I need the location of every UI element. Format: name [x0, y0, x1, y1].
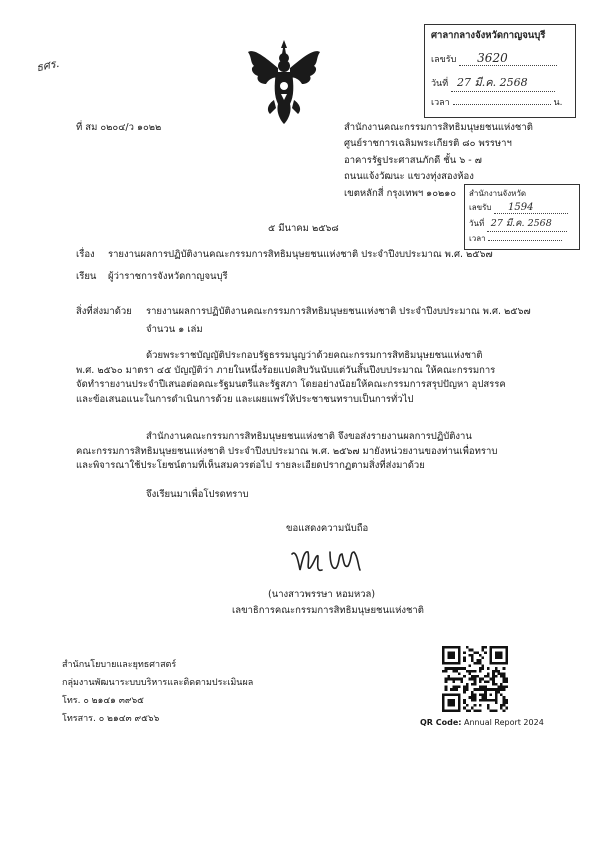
address-line: อาคารรัฐประศาสนภักดี ชั้น ๖ - ๗ [344, 154, 482, 166]
paragraph-line: สำนักงานคณะกรรมการสิทธิมนุษยชนแห่งชาติ จึงขอส่งรายงานผลการปฏิบัติงาน [146, 431, 472, 442]
regards-text: ขอแสดงความนับถือ [286, 523, 369, 534]
sender-address [344, 121, 533, 201]
footer-line: กลุ่มงานพัฒนาระบบบริหารและติดตามประเมินผล [62, 678, 254, 688]
stamp-receive-value: 3620 [459, 51, 557, 66]
stamp-date-value: 27 มี.ค. 2568 [451, 73, 555, 92]
stamp2-time-blank [488, 240, 562, 241]
handwritten-signature [288, 540, 366, 580]
body-paragraph-2 [76, 430, 536, 474]
stamp2-receive-row [469, 201, 568, 214]
paragraph-line: ด้วยพระราชบัญญัติประกอบรัฐธรรมนูญว่าด้วยคณะกรรมการสิทธิมนุษยชนแห่งชาติ [146, 350, 483, 361]
enclosure-label: สิ่งที่ส่งมาด้วย [76, 306, 132, 317]
document-number: ที่ สม ๐๒๐๔/ว ๑๐๒๒ [76, 122, 162, 133]
stamp-date-row [431, 73, 555, 92]
qr-caption-label: QR Code: [420, 718, 462, 727]
qr-caption-text: Annual Report 2024 [464, 718, 544, 727]
stamp2-date-label: วันที่ [469, 219, 485, 228]
received-stamp-provincial-hall [424, 24, 576, 118]
stamp2-receive-value: 1594 [494, 202, 568, 214]
signer-title: เลขาธิการคณะกรรมการสิทธิมนุษยชนแห่งชาติ [232, 605, 424, 616]
address-line: สำนักงานคณะกรรมการสิทธิมนุษยชนแห่งชาติ [344, 122, 533, 133]
stamp-time-row [431, 95, 562, 109]
footer-line: โทร. ๐ ๒๑๔๑ ๓๙๖๕ [62, 696, 144, 706]
document-date: ๕ มีนาคม ๒๕๖๘ [268, 223, 339, 234]
stamp-time-suffix: น. [553, 98, 563, 108]
stamp-time-blank [453, 104, 551, 105]
paragraph-line: คณะกรรมการสิทธิมนุษยชนแห่งชาติ ประจำปีงบประมาณ พ.ศ. ๒๕๖๗ มายังหน่วยงานของท่านเพื่อทราบ [76, 445, 498, 457]
stamp2-receive-label: เลขรับ [469, 203, 492, 212]
stamp2-time-row [469, 232, 562, 245]
enclosure-text: รายงานผลการปฏิบัติงานคณะกรรมการสิทธิมนุษยชนแห่งชาติ ประจำปีงบประมาณ พ.ศ. ๒๕๖๗ [146, 306, 531, 317]
subject-text: รายงานผลการปฏิบัติงานคณะกรรมการสิทธิมนุษยชนแห่งชาติ ประจำปีงบประมาณ พ.ศ. ๒๕๖๗ [108, 249, 493, 260]
address-line: ศูนย์ราชการเฉลิมพระเกียรติ ๘๐ พรรษาฯ [344, 138, 512, 150]
stamp2-time-label: เวลา [469, 234, 486, 243]
paragraph-line: และพิจารณาใช้ประโยชน์ตามที่เห็นสมควรต่อไป รายละเอียดปรากฏตามสิ่งที่ส่งมาด้วย [76, 460, 425, 472]
body-paragraph-1 [76, 349, 536, 407]
stamp-title: ศาลากลางจังหวัดกาญจนบุรี [431, 30, 546, 41]
subject-label: เรื่อง [76, 249, 95, 260]
footer-line: โทรสาร. ๐ ๒๑๔๓ ๙๕๖๖ [62, 714, 160, 724]
recipient-text: ผู้ว่าราชการจังหวัดกาญจนบุรี [108, 271, 228, 282]
stamp2-date-value: 27 มี.ค. 2568 [487, 216, 567, 232]
garuda-emblem-icon [244, 38, 324, 126]
paragraph-line: และข้อเสนอแนะในการดำเนินการด้วย และเผยแพร่ให้ประชาชนทราบเป็นการทั่วไป [76, 393, 414, 405]
stamp-receive-row [431, 51, 557, 66]
stamp2-date-row [469, 216, 567, 232]
enclosure-quantity: จำนวน ๑ เล่ม [146, 324, 203, 335]
signer-name: (นางสาวพรรษา หอมหวล) [268, 589, 376, 600]
recipient-label: เรียน [76, 271, 97, 282]
contact-footer [62, 658, 253, 726]
stamp-date-label: วันที่ [431, 79, 449, 89]
qr-caption [420, 716, 544, 730]
address-line: เขตหลักสี่ กรุงเทพฯ ๑๐๒๑๐ [344, 187, 457, 199]
footer-line: สำนักนโยบายและยุทธศาสตร์ [62, 660, 177, 670]
stamp-time-label: เวลา [431, 98, 450, 108]
stamp2-title: สำนักงานจังหวัด [469, 189, 527, 198]
paragraph-line: พ.ศ. ๒๕๖๐ มาตรา ๔๕ บัญญัติว่า ภายในหนึ่งร้อยแปดสิบวันนับแต่วันสิ้นปีงบประมาณ ให้คณะกรรมการ [76, 364, 496, 376]
address-line: ถนนแจ้งวัฒนะ แขวงทุ่งสองห้อง [344, 171, 474, 183]
stamp-receive-label: เลขรับ [431, 55, 457, 65]
closing-text: จึงเรียนมาเพื่อโปรดทราบ [146, 489, 249, 500]
paragraph-line: จัดทำรายงานประจำปีเสนอต่อคณะรัฐมนตรีและรัฐสภา โดยอย่างน้อยให้คณะกรรมการสรุปปัญหา อุปสรรค [76, 379, 506, 391]
margin-handwritten-note: ธศร. [35, 56, 61, 75]
qr-code-icon[interactable] [442, 646, 508, 712]
